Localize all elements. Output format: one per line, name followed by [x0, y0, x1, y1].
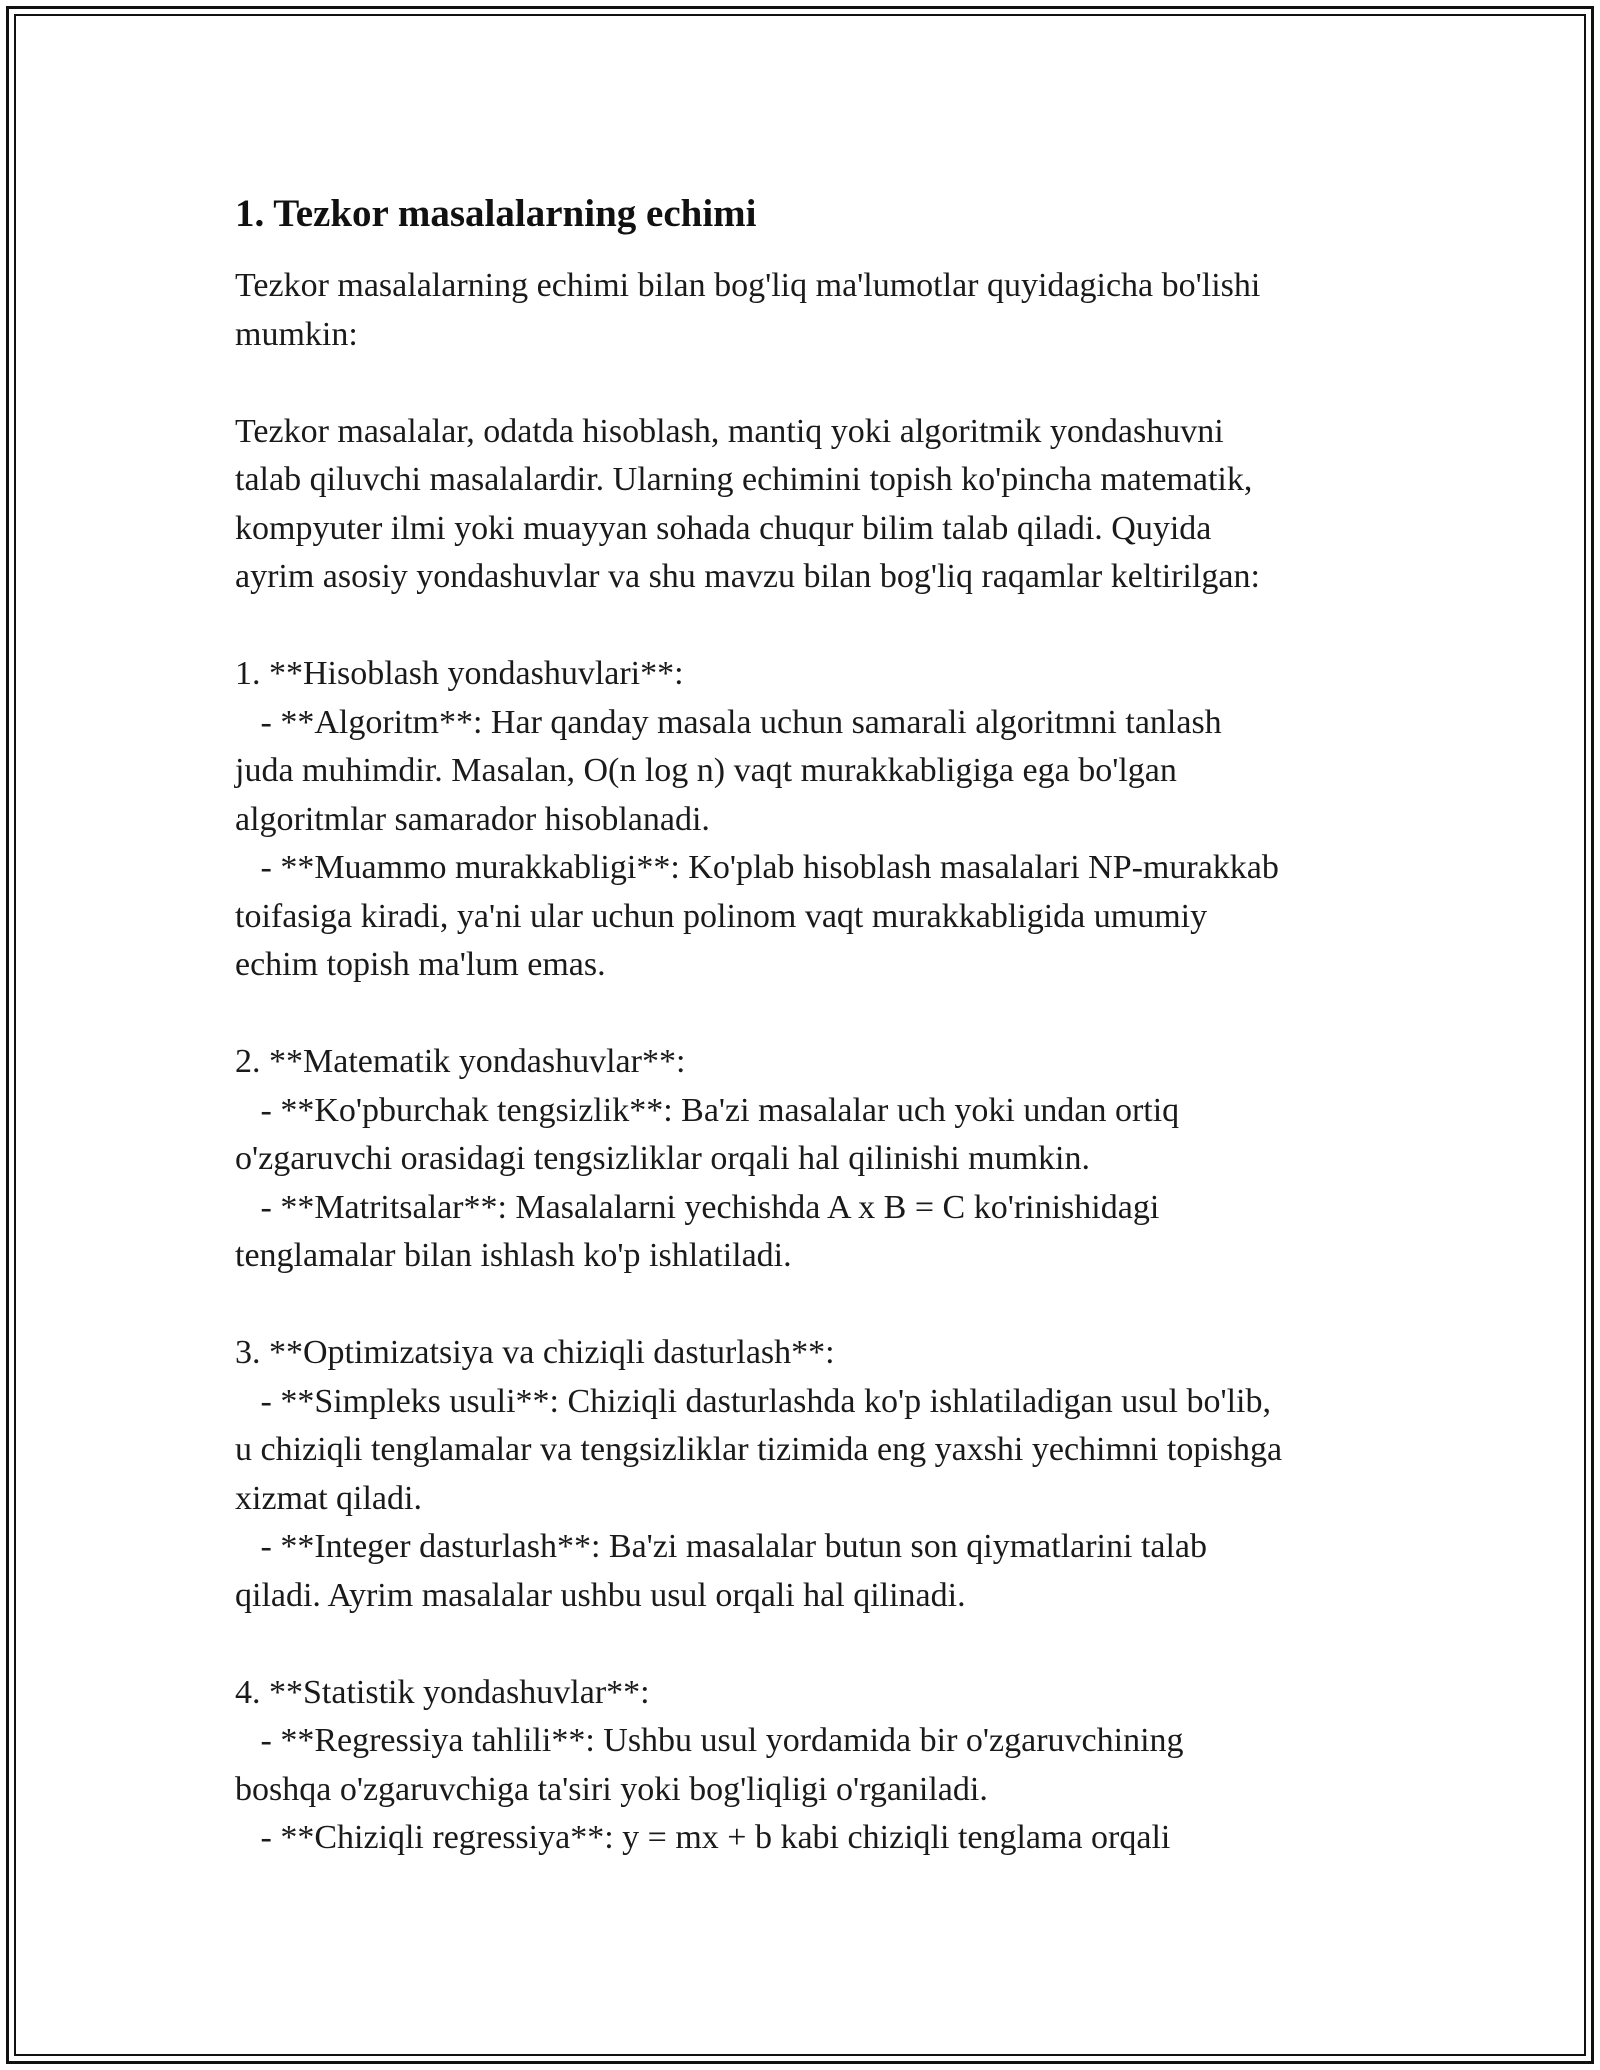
- paragraph-gap: [235, 990, 1375, 1039]
- overview-paragraph: Tezkor masalalar, odatda hisoblash, mantiq yoki algoritmik yondashuvni talab qiluvchi masalalardir. Ularning echimini topish ko'pincha matematik, kompyuter ilmi yoki muayyan sohada chuqur bilim talab qiladi. Quyida ayrim asosiy yondashuvlar va shu mavzu bilan bog'liq raqamlar keltirilgan:: [235, 412, 1260, 595]
- intro-paragraph: Tezkor masalalarning echimi bilan bog'liq ma'lumotlar quyidagicha bo'lishi mumkin:: [235, 267, 1261, 353]
- list-item-optimization: 3. **Optimizatsiya va chiziqli dasturlash**: - **Simpleks usuli**: Chiziqli dasturlashda ko'p ishlatiladigan usul bo'lib, u chiziqli tenglamalar va tengsizliklar tizimida eng yaxshi yechimni topishga xizmat qiladi. - **Integer dasturlash**: Ba'zi masalalar butun son qiymatlarini talab qiladi. Ayrim masalalar ushbu usul orqali hal qilinadi.: [235, 1334, 1283, 1614]
- section-heading: 1. Tezkor masalalarning echimi: [235, 192, 757, 235]
- list-item-mathematical: 2. **Matematik yondashuvlar**: - **Ko'pburchak tengsizlik**: Ba'zi masalalar uch yoki undan ortiq o'zgaruvchi orasidagi tengsizliklar orqali hal qilinishi mumkin. - **Matritsalar**: Masalalarni yechishda A x B = C ko'rinishidagi tenglamalar bilan ishlash ko'p ishlatiladi.: [235, 1043, 1180, 1274]
- paragraph-gap: [235, 602, 1375, 651]
- paragraph-gap: [235, 1281, 1375, 1330]
- list-item-computational: 1. **Hisoblash yondashuvlari**: - **Algoritm**: Har qanday masala uchun samarali algoritmni tanlash juda muhimdir. Masalan, O(n log n) vaqt murakkabligiga ega bo'lgan algoritmlar samarador hisoblanadi. - **Muammo murakkabligi**: Ko'plab hisoblash masalalari NP-murakkab toifasiga kiradi, ya'ni ular uchun polinom vaqt murakkabligida umumiy echim topish ma'lum emas.: [235, 655, 1279, 983]
- paragraph-gap: [235, 1620, 1375, 1669]
- paragraph-gap: [235, 359, 1375, 408]
- list-item-statistical: 4. **Statistik yondashuvlar**: - **Regressiya tahlili**: Ushbu usul yordamida bir o'zgaruvchining boshqa o'zgaruvchiga ta'siri yoki bog'liqligi o'rganiladi. - **Chiziqli regressiya**: y = mx + b kabi chiziqli tenglama orqali: [235, 1673, 1184, 1856]
- document-body: [235, 188, 1375, 1863]
